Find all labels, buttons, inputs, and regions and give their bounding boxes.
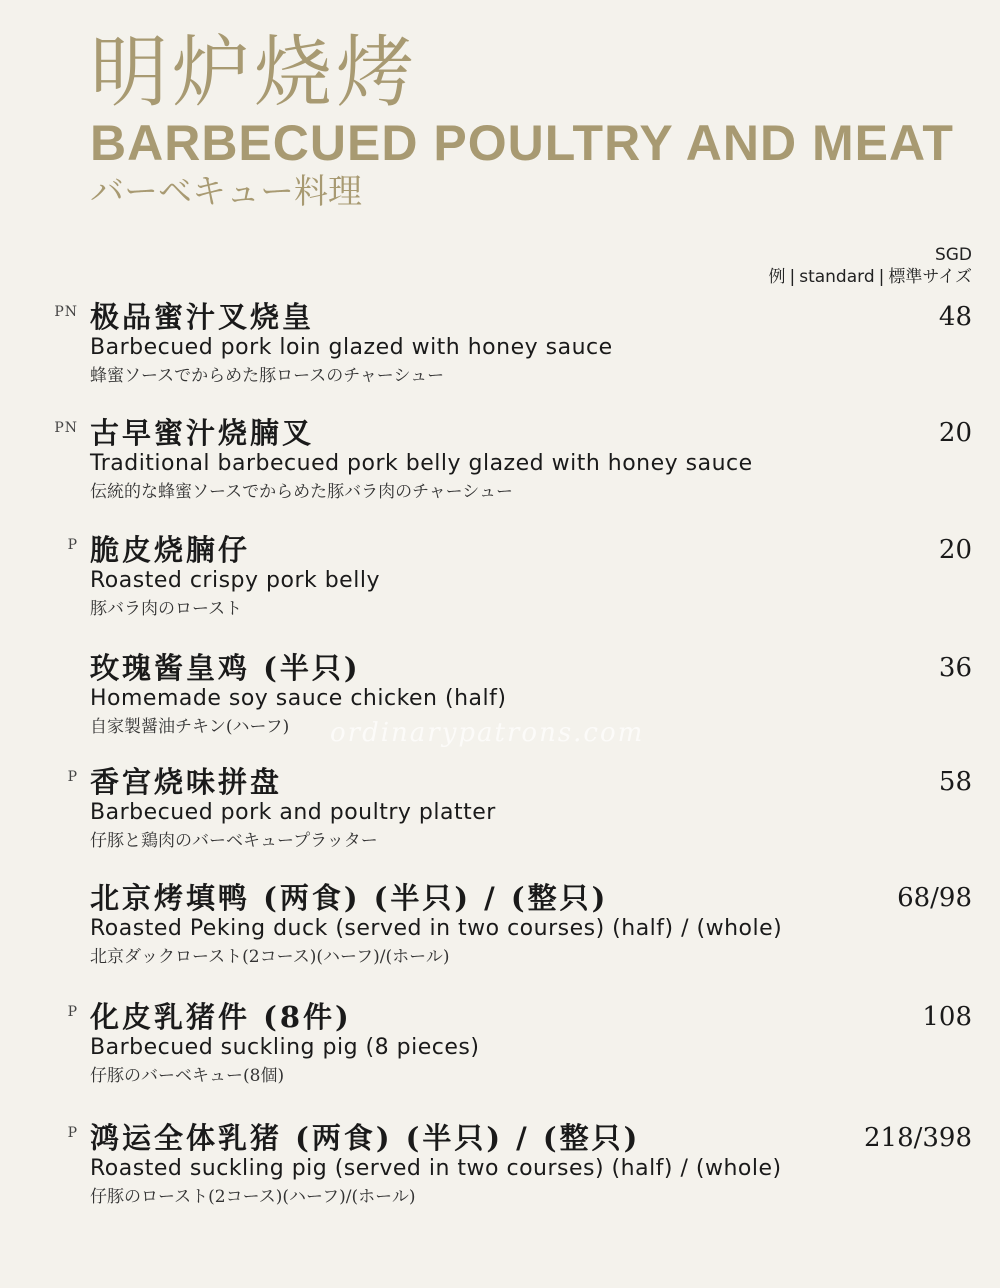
dish-name-english: Roasted crispy pork belly [90, 568, 380, 593]
menu-item [0, 1121, 1000, 1231]
dish-name-japanese: 豚バラ肉のロースト [90, 599, 243, 619]
dish-name-japanese: 自家製醤油チキン(ハーフ) [90, 717, 290, 737]
menu-item [0, 881, 1000, 991]
dish-price: 48 [938, 302, 972, 332]
dish-name-japanese: 仔豚のロースト(2コース)(ハーフ)/(ホール) [90, 1187, 416, 1207]
dish-price: 218/398 [863, 1123, 972, 1153]
dish-price: 108 [922, 1002, 972, 1032]
dietary-marker: P [67, 769, 78, 785]
dish-price: 20 [938, 535, 972, 565]
section-title-chinese: 明炉烧烤 [90, 28, 419, 118]
dish-name-english: Barbecued pork loin glazed with honey sauce [90, 335, 613, 360]
dish-price: 20 [938, 418, 972, 448]
dish-price: 58 [938, 767, 972, 797]
dish-name-english: Barbecued pork and poultry platter [90, 800, 496, 825]
dish-name-english: Roasted suckling pig (served in two courses) (half) / (whole) [90, 1156, 782, 1181]
section-title-english: BARBECUED POULTRY AND MEAT [90, 115, 954, 171]
dish-name-chinese: 极品蜜汁叉烧皇 [90, 300, 315, 334]
dish-name-japanese: 仔豚と鶏肉のバーベキュープラッター [90, 831, 378, 851]
dish-name-english: Roasted Peking duck (served in two courses) (half) / (whole) [90, 916, 783, 941]
currency-label: SGD [934, 245, 972, 265]
dish-name-japanese: 仔豚のバーベキュー(8個) [90, 1066, 285, 1086]
menu-item [0, 533, 1000, 643]
dish-name-english: Homemade soy sauce chicken (half) [90, 686, 507, 711]
price-column-header [768, 244, 972, 288]
menu-item [0, 765, 1000, 875]
menu-header [90, 28, 954, 212]
dish-name-chinese: 香宫烧味拼盘 [90, 765, 283, 799]
dish-name-chinese: 北京烤填鸭 (两食) (半只) / (整只) [90, 881, 609, 915]
dietary-marker: P [67, 537, 78, 553]
menu-item [0, 300, 1000, 410]
dish-name-japanese: 蜂蜜ソースでからめた豚ロースのチャーシュー [90, 366, 445, 386]
dish-name-chinese: 玫瑰酱皇鸡 (半只) [90, 651, 361, 685]
dietary-marker: P [67, 1004, 78, 1020]
size-label-japanese: 標準サイズ [888, 267, 972, 287]
dish-name-english: Barbecued suckling pig (8 pieces) [90, 1035, 480, 1060]
dietary-marker: PN [54, 420, 78, 436]
dish-name-english: Traditional barbecued pork belly glazed with honey sauce [90, 451, 753, 476]
size-label-chinese: 例 [768, 267, 786, 287]
dish-name-japanese: 北京ダックロースト(2コース)(ハーフ)/(ホール) [90, 947, 450, 967]
menu-item [0, 416, 1000, 526]
watermark: ordinarypatrons.com [330, 718, 645, 748]
dish-price: 68/98 [897, 883, 972, 913]
dish-name-chinese: 化皮乳猪件 (8件) [90, 1000, 352, 1034]
dish-name-chinese: 脆皮烧腩仔 [90, 533, 251, 567]
menu-item [0, 1000, 1000, 1110]
dietary-marker: P [67, 1125, 78, 1141]
section-title-japanese: バーベキュー料理 [90, 172, 362, 212]
size-labels: 例 | standard | 標準サイズ [768, 267, 972, 287]
dietary-marker: PN [54, 304, 78, 320]
dish-name-japanese: 伝統的な蜂蜜ソースでからめた豚バラ肉のチャーシュー [90, 482, 513, 502]
dish-price: 36 [938, 653, 972, 683]
dish-name-chinese: 古早蜜汁烧腩叉 [90, 416, 315, 450]
dish-name-chinese: 鸿运全体乳猪 (两食) (半只) / (整只) [90, 1121, 641, 1155]
size-label-english: standard [799, 267, 875, 287]
